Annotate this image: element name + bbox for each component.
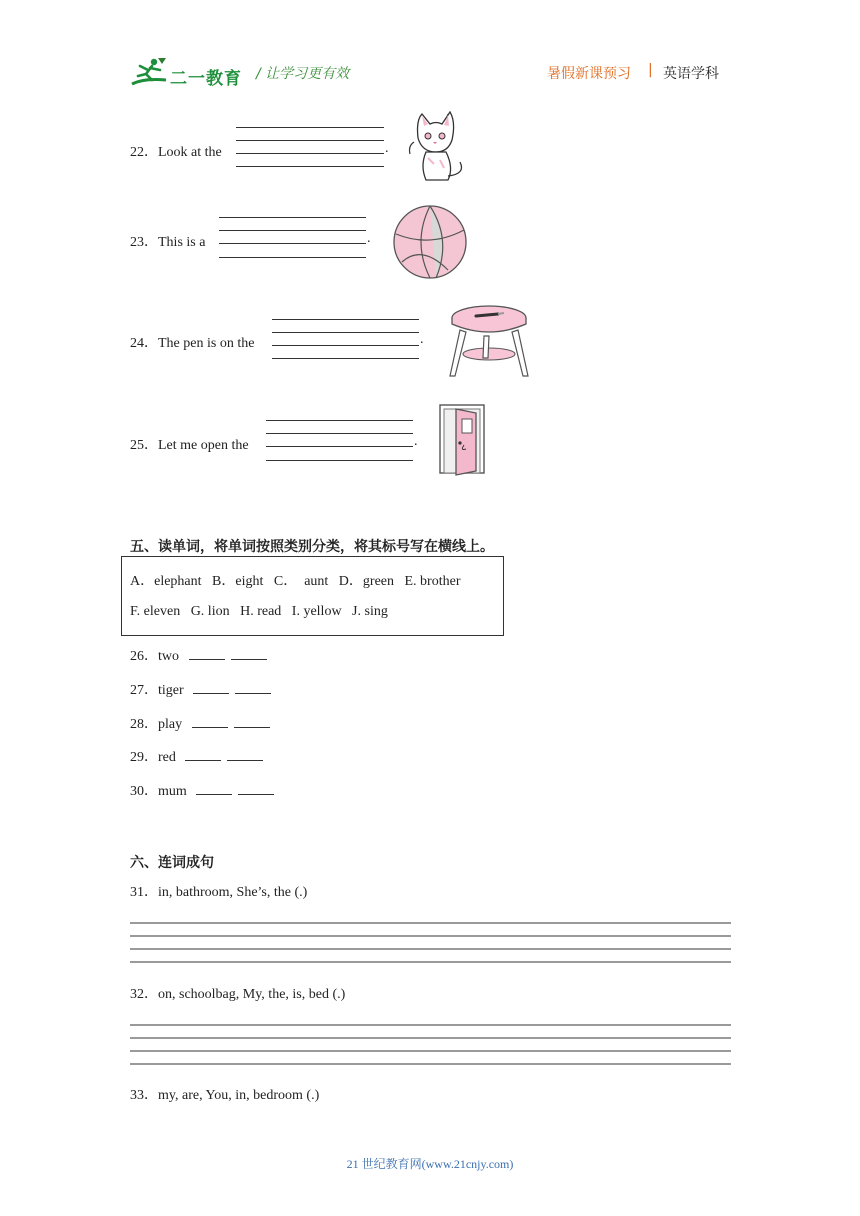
answer-line[interactable] bbox=[219, 230, 366, 231]
writing-line[interactable] bbox=[130, 1024, 731, 1026]
answer-blank[interactable] bbox=[185, 748, 221, 761]
word-bank-box bbox=[121, 556, 504, 636]
answer-line[interactable] bbox=[219, 243, 366, 244]
period: . bbox=[367, 231, 371, 246]
classify-item-30: 30．mum bbox=[130, 780, 274, 800]
question-text: 22．Look at the bbox=[130, 145, 222, 160]
classify-item-26: 26．two bbox=[130, 645, 267, 665]
period: . bbox=[420, 332, 424, 347]
header-separator: | bbox=[648, 62, 653, 78]
writing-line[interactable] bbox=[130, 1037, 731, 1039]
answer-line[interactable] bbox=[236, 127, 384, 128]
writing-line[interactable] bbox=[130, 922, 731, 924]
question-text: 23．This is a bbox=[130, 235, 206, 250]
word-bank-row: A．elephant B．eight C． aunt D．green E. brother bbox=[130, 574, 461, 589]
period: . bbox=[414, 434, 418, 449]
header bbox=[0, 0, 860, 100]
answer-blank[interactable] bbox=[231, 647, 267, 660]
answer-blank[interactable] bbox=[192, 715, 228, 728]
period: . bbox=[385, 141, 389, 156]
answer-blank[interactable] bbox=[193, 681, 229, 694]
answer-line[interactable] bbox=[266, 420, 413, 421]
question-text: 24．The pen is on the bbox=[130, 336, 255, 351]
answer-line[interactable] bbox=[266, 433, 413, 434]
ball-icon bbox=[392, 204, 468, 280]
answer-line[interactable] bbox=[219, 217, 366, 218]
cat-icon bbox=[404, 108, 470, 188]
section-5-title: 五、读单词，将单词按照类别分类，将其标号写在横线上。 bbox=[130, 539, 494, 555]
runner-logo-icon bbox=[130, 56, 170, 88]
door-icon bbox=[436, 401, 488, 477]
answer-blank[interactable] bbox=[235, 681, 271, 694]
writing-line[interactable] bbox=[130, 948, 731, 950]
writing-line[interactable] bbox=[130, 961, 731, 963]
answer-blank[interactable] bbox=[227, 748, 263, 761]
word-bank-row: F. eleven G. lion H. read I. yellow J. sing bbox=[130, 604, 388, 619]
answer-line[interactable] bbox=[272, 358, 419, 359]
slogan: / 让学习更有效 bbox=[256, 66, 350, 82]
writing-line[interactable] bbox=[130, 1050, 731, 1052]
subject-label: 英语学科 bbox=[663, 66, 719, 82]
answer-line[interactable] bbox=[236, 140, 384, 141]
course-label: 暑假新课预习 bbox=[547, 66, 631, 82]
classify-item-28: 28．play bbox=[130, 713, 270, 733]
classify-item-29: 29．red bbox=[130, 746, 263, 766]
section-6-title: 六、连词成句 bbox=[130, 855, 214, 871]
answer-blank[interactable] bbox=[238, 782, 274, 795]
answer-blank[interactable] bbox=[196, 782, 232, 795]
answer-blank[interactable] bbox=[189, 647, 225, 660]
classify-item-27: 27．tiger bbox=[130, 679, 271, 699]
table-icon bbox=[446, 302, 532, 380]
answer-line[interactable] bbox=[272, 332, 419, 333]
footer-text: 21 世纪教育网(www.21cnjy.com) bbox=[346, 1157, 514, 1171]
sentence-item-33: 33．my, are, You, in, bedroom (.) bbox=[130, 1088, 320, 1103]
answer-line[interactable] bbox=[272, 345, 419, 346]
question-text: 25．Let me open the bbox=[130, 438, 249, 453]
sentence-item-32: 32．on, schoolbag, My, the, is, bed (.) bbox=[130, 987, 346, 1002]
logo-text: 二一教育 bbox=[170, 69, 242, 89]
answer-blank[interactable] bbox=[234, 715, 270, 728]
answer-line[interactable] bbox=[236, 166, 384, 167]
sentence-item-31: 31．in, bathroom, She’s, the (.) bbox=[130, 885, 308, 900]
answer-line[interactable] bbox=[266, 460, 413, 461]
answer-line[interactable] bbox=[266, 446, 413, 447]
answer-line[interactable] bbox=[272, 319, 419, 320]
writing-line[interactable] bbox=[130, 935, 731, 937]
writing-line[interactable] bbox=[130, 1063, 731, 1065]
answer-line[interactable] bbox=[236, 153, 384, 154]
answer-line[interactable] bbox=[219, 257, 366, 258]
